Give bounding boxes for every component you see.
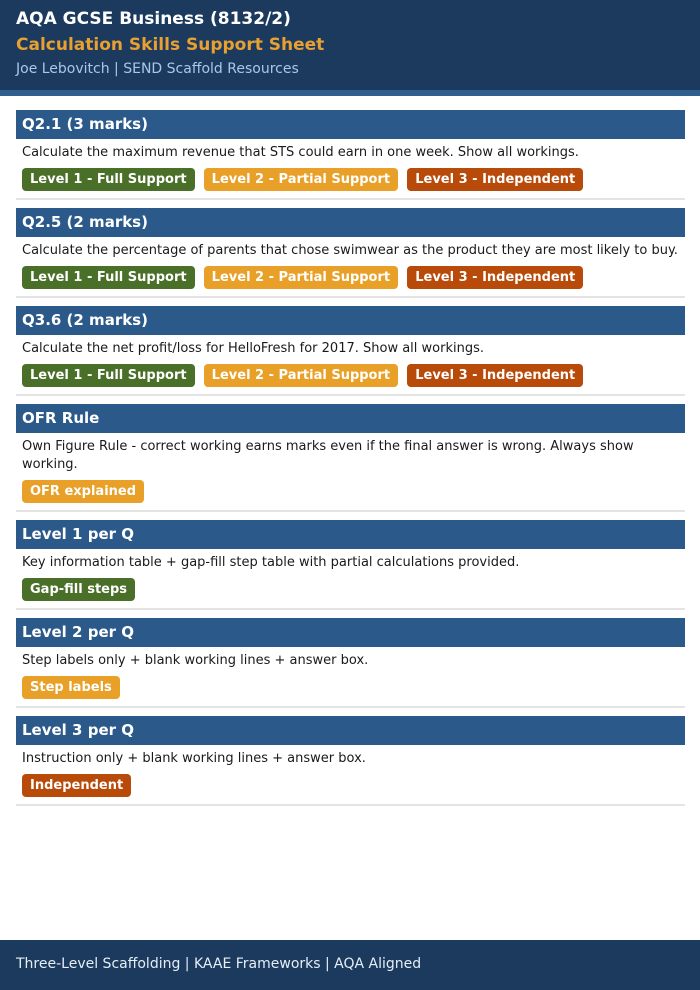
author-line: Joe Lebovitch | SEND Scaffold Resources [16, 61, 299, 77]
level-badges [22, 774, 685, 797]
section-description: Calculate the percentage of parents that chose swimwear as the product they are most likely to buy. [22, 243, 678, 258]
section-title: Q2.1 (3 marks) [16, 110, 685, 139]
level-1-full-support-button[interactable]: Level 1 - Full Support [22, 168, 195, 191]
section-title: Level 1 per Q [16, 520, 685, 549]
section-q2-5 [16, 208, 685, 298]
section-description: Key information table + gap-fill step table with partial calculations provided. [22, 555, 520, 570]
section-level-2 [16, 618, 685, 708]
step-labels-button[interactable]: Step labels [22, 676, 120, 699]
level-badges [22, 364, 685, 387]
section-q2-1 [16, 110, 685, 200]
section-description: Step labels only + blank working lines + answer box. [22, 653, 369, 668]
level-badges [22, 578, 685, 601]
level-3-independent-button[interactable]: Level 3 - Independent [407, 168, 583, 191]
sections-list [16, 110, 685, 814]
level-3-independent-button[interactable]: Level 3 - Independent [407, 364, 583, 387]
section-description: Calculate the net profit/loss for HelloFresh for 2017. Show all workings. [22, 341, 485, 356]
level-3-independent-button[interactable]: Level 3 - Independent [407, 266, 583, 289]
level-1-full-support-button[interactable]: Level 1 - Full Support [22, 266, 195, 289]
page-title: AQA GCSE Business (8132/2) [16, 9, 291, 29]
level-2-partial-support-button[interactable]: Level 2 - Partial Support [204, 364, 398, 387]
section-description: Calculate the maximum revenue that STS could earn in one week. Show all workings. [22, 145, 579, 160]
level-badges [22, 480, 685, 503]
section-title: Q2.5 (2 marks) [16, 208, 685, 237]
level-1-full-support-button[interactable]: Level 1 - Full Support [22, 364, 195, 387]
section-ofr-rule [16, 404, 685, 512]
independent-button[interactable]: Independent [22, 774, 131, 797]
level-badges [22, 266, 685, 289]
ofr-explained-button[interactable]: OFR explained [22, 480, 144, 503]
section-level-3 [16, 716, 685, 806]
gap-fill-steps-button[interactable]: Gap-fill steps [22, 578, 135, 601]
section-description: Instruction only + blank working lines + answer box. [22, 751, 366, 766]
footer-text: Three-Level Scaffolding | KAAE Frameworks | AQA Aligned [16, 956, 422, 972]
section-q3-6 [16, 306, 685, 396]
section-title: Level 2 per Q [16, 618, 685, 647]
section-title: OFR Rule [16, 404, 685, 433]
level-2-partial-support-button[interactable]: Level 2 - Partial Support [204, 266, 398, 289]
level-badges [22, 676, 685, 699]
section-title: Level 3 per Q [16, 716, 685, 745]
header-divider [0, 90, 700, 96]
section-description: Own Figure Rule - correct working earns marks even if the final answer is wrong. Always show working. [22, 439, 634, 472]
level-2-partial-support-button[interactable]: Level 2 - Partial Support [204, 168, 398, 191]
page-header [0, 0, 700, 90]
section-level-1 [16, 520, 685, 610]
section-title: Q3.6 (2 marks) [16, 306, 685, 335]
page-footer [0, 940, 700, 990]
page-subtitle: Calculation Skills Support Sheet [16, 35, 325, 55]
level-badges [22, 168, 685, 191]
